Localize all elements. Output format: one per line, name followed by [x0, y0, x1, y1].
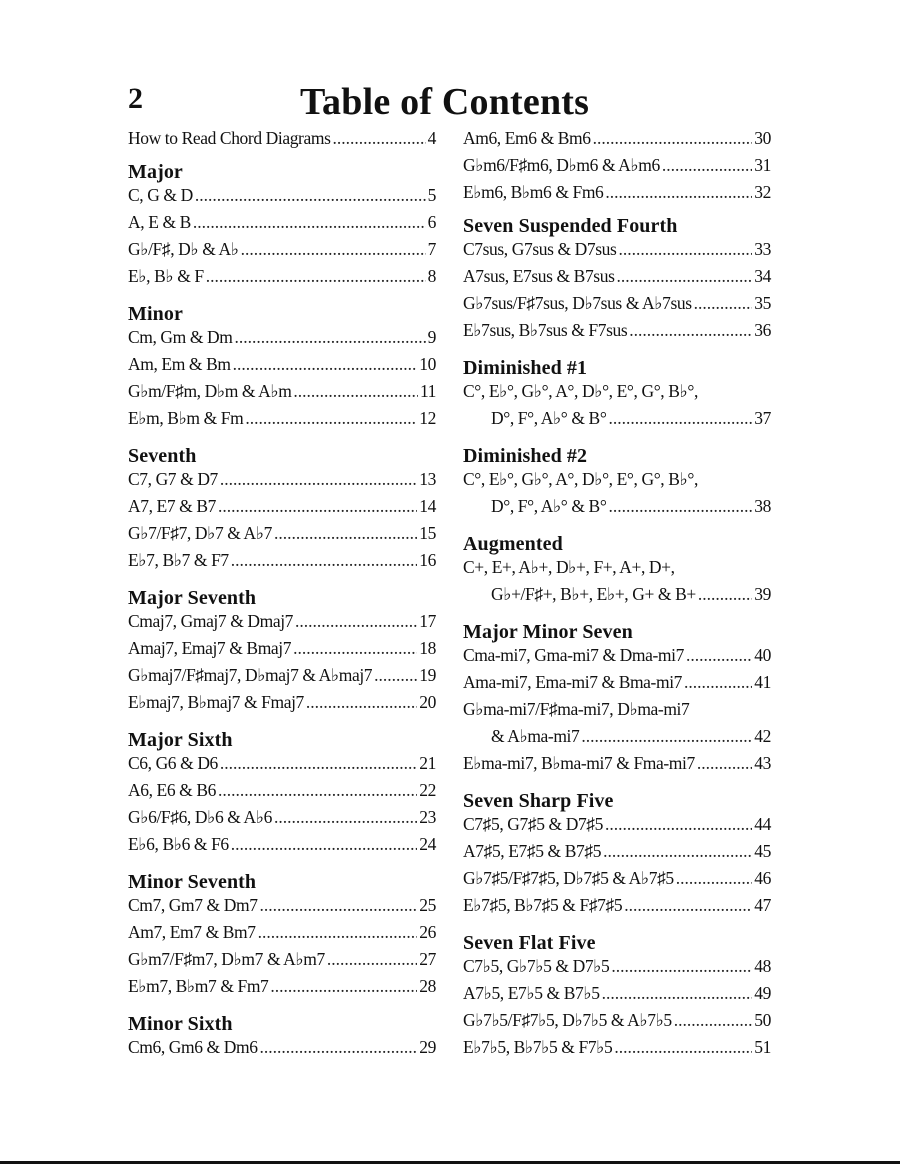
dot-leader — [274, 807, 417, 828]
entry-page: 7 — [427, 239, 436, 259]
toc-entry[interactable] — [463, 956, 771, 983]
entry-page: 27 — [419, 949, 436, 969]
dot-leader — [603, 841, 752, 862]
dot-leader — [676, 868, 753, 889]
toc-entry[interactable] — [128, 895, 436, 922]
entry-text: G♭+/F♯+, B♭+, E♭+, G+ & B+ — [491, 584, 696, 604]
dot-leader — [327, 949, 417, 970]
toc-entry[interactable] — [128, 753, 436, 780]
toc-entry[interactable] — [128, 780, 436, 807]
entry-text: & A♭ma-mi7 — [491, 726, 580, 746]
toc-column-right — [463, 128, 771, 1064]
dot-leader — [686, 645, 752, 666]
entry-text: D°, F°, A♭° & B° — [491, 496, 607, 516]
toc-entry[interactable] — [463, 753, 771, 780]
entry-text: E♭7♭5, B♭7♭5 & F7♭5 — [463, 1037, 613, 1057]
toc-entry[interactable] — [128, 976, 436, 1003]
entry-page: 16 — [419, 550, 436, 570]
dot-leader — [231, 550, 418, 571]
dot-leader — [629, 320, 752, 341]
entry-page: 21 — [419, 753, 436, 773]
dot-leader — [274, 523, 417, 544]
entry-page: 34 — [754, 266, 771, 286]
entry-text: Cm7, Gm7 & Dm7 — [128, 895, 258, 915]
dot-leader — [674, 1010, 753, 1031]
toc-entry[interactable] — [128, 523, 436, 550]
dot-leader — [614, 1037, 752, 1058]
entry-text: G♭maj7/F♯maj7, D♭maj7 & A♭maj7 — [128, 665, 373, 685]
toc-entry[interactable] — [463, 320, 771, 347]
toc-entry[interactable] — [128, 665, 436, 692]
entry-text: G♭7♯5/F♯7♯5, D♭7♯5 & A♭7♯5 — [463, 868, 674, 888]
dot-leader — [218, 496, 417, 517]
section-heading: Seven Sharp Five — [463, 790, 614, 812]
entry-page: 9 — [427, 327, 436, 347]
entry-page: 36 — [754, 320, 771, 340]
section-heading: Seventh — [128, 445, 197, 467]
dot-leader — [193, 212, 426, 233]
entry-text: Amaj7, Emaj7 & Bmaj7 — [128, 638, 292, 658]
entry-page: 43 — [754, 753, 771, 773]
entry-text: G♭m6/F♯m6, D♭m6 & A♭m6 — [463, 155, 660, 175]
toc-entry[interactable] — [463, 1010, 771, 1037]
entry-page: 14 — [419, 496, 436, 516]
dot-leader — [618, 239, 752, 260]
toc-entry[interactable] — [128, 807, 436, 834]
entry-page: 8 — [427, 266, 436, 286]
entry-text: D°, F°, A♭° & B° — [491, 408, 607, 428]
entry-text: A, E & B — [128, 212, 191, 232]
entry-text: G♭/F♯, D♭ & A♭ — [128, 239, 239, 259]
dot-leader — [616, 266, 752, 287]
toc-entry[interactable] — [128, 381, 436, 408]
entry-page: 25 — [419, 895, 436, 915]
section-heading: Minor — [128, 303, 183, 325]
toc-entry[interactable] — [463, 155, 771, 182]
entry-text: E♭ma-mi7, B♭ma-mi7 & Fma-mi7 — [463, 753, 695, 773]
section-heading: Major Seventh — [128, 587, 257, 609]
page-number: 2 — [128, 82, 143, 115]
entry-page: 29 — [419, 1037, 436, 1057]
entry-text: E♭, B♭ & F — [128, 266, 204, 286]
entry-text: G♭7♭5/F♯7♭5, D♭7♭5 & A♭7♭5 — [463, 1010, 672, 1030]
entry-text: A7♭5, E7♭5 & B7♭5 — [463, 983, 600, 1003]
entry-text: E♭7♯5, B♭7♯5 & F♯7♯5 — [463, 895, 623, 915]
entry-page: 39 — [754, 584, 771, 604]
section-heading: Major — [128, 161, 183, 183]
toc-entry[interactable] — [463, 868, 771, 895]
toc-entry[interactable] — [128, 1037, 436, 1064]
entry-text: Cma-mi7, Gma-mi7 & Dma-mi7 — [463, 645, 684, 665]
dot-leader — [374, 665, 417, 686]
dot-leader — [611, 956, 752, 977]
dot-leader — [235, 327, 426, 348]
entry-text: G♭7sus/F♯7sus, D♭7sus & A♭7sus — [463, 293, 692, 313]
entry-page: 40 — [754, 645, 771, 665]
toc-column-left — [128, 128, 436, 1064]
entry-first-line: C°, E♭°, G♭°, A°, D♭°, E°, G°, B♭°, — [463, 381, 698, 401]
entry-text: C7, G7 & D7 — [128, 469, 218, 489]
section-heading: Major Sixth — [128, 729, 233, 751]
entry-text: G♭m7/F♯m7, D♭m7 & A♭m7 — [128, 949, 325, 969]
dot-leader — [605, 182, 752, 203]
dot-leader — [332, 128, 425, 149]
entry-text: E♭6, B♭6 & F6 — [128, 834, 229, 854]
dot-leader — [245, 408, 417, 429]
toc-entry[interactable] — [463, 672, 771, 699]
entry-text: E♭maj7, B♭maj7 & Fmaj7 — [128, 692, 304, 712]
entry-page: 42 — [754, 726, 771, 746]
toc-entry[interactable] — [463, 1037, 771, 1064]
toc-entry[interactable] — [128, 469, 436, 496]
entry-text: C6, G6 & D6 — [128, 753, 218, 773]
entry-page: 10 — [419, 354, 436, 374]
section-heading: Augmented — [463, 533, 563, 555]
toc-entry[interactable] — [463, 239, 771, 266]
entry-page: 5 — [427, 185, 436, 205]
toc-entry[interactable] — [128, 638, 436, 665]
toc-entry[interactable] — [128, 496, 436, 523]
toc-entry[interactable] — [128, 692, 436, 719]
toc-entry[interactable] — [128, 354, 436, 381]
dot-leader — [697, 753, 752, 774]
entry-page: 35 — [754, 293, 771, 313]
section-heading: Minor Sixth — [128, 1013, 233, 1035]
entry-page: 38 — [754, 496, 771, 516]
entry-text: How to Read Chord Diagrams — [128, 128, 331, 148]
entry-page: 20 — [419, 692, 436, 712]
toc-entry[interactable] — [128, 949, 436, 976]
entry-page: 47 — [754, 895, 771, 915]
entry-text: Cm, Gm & Dm — [128, 327, 233, 347]
entry-text: A7♯5, E7♯5 & B7♯5 — [463, 841, 602, 861]
entry-page: 19 — [419, 665, 436, 685]
entry-page: 17 — [419, 611, 436, 631]
entry-text: Am6, Em6 & Bm6 — [463, 128, 591, 148]
entry-page: 22 — [419, 780, 436, 800]
entry-text: Cm6, Gm6 & Dm6 — [128, 1037, 258, 1057]
entry-page: 33 — [754, 239, 771, 259]
entry-page: 4 — [427, 128, 436, 148]
toc-entry[interactable] — [463, 983, 771, 1010]
toc-entry[interactable] — [128, 611, 436, 638]
dot-leader — [608, 496, 752, 517]
dot-leader — [233, 354, 418, 375]
entry-text: C7sus, G7sus & D7sus — [463, 239, 617, 259]
entry-page: 45 — [754, 841, 771, 861]
entry-text: E♭m6, B♭m6 & Fm6 — [463, 182, 604, 202]
section-heading: Major Minor Seven — [463, 621, 633, 643]
toc-entry[interactable] — [463, 814, 771, 841]
entry-page: 6 — [427, 212, 436, 232]
section-heading: Minor Seventh — [128, 871, 257, 893]
dot-leader — [260, 1037, 418, 1058]
entry-page: 31 — [754, 155, 771, 175]
entry-text: Ama-mi7, Ema-mi7 & Bma-mi7 — [463, 672, 683, 692]
dot-leader — [270, 976, 417, 997]
toc-entry[interactable] — [463, 408, 771, 435]
dot-leader — [593, 128, 753, 149]
toc-entry[interactable] — [128, 327, 436, 354]
entry-page: 15 — [419, 523, 436, 543]
toc-entry[interactable] — [463, 266, 771, 293]
entry-text: E♭m, B♭m & Fm — [128, 408, 244, 428]
entry-page: 49 — [754, 983, 771, 1003]
entry-page: 48 — [754, 956, 771, 976]
dot-leader — [608, 408, 752, 429]
dot-leader — [624, 895, 752, 916]
entry-text: G♭m/F♯m, D♭m & A♭m — [128, 381, 292, 401]
dot-leader — [241, 239, 426, 260]
entry-page: 26 — [419, 922, 436, 942]
entry-text: Am7, Em7 & Bm7 — [128, 922, 256, 942]
entry-text: C, G & D — [128, 185, 193, 205]
entry-page: 51 — [754, 1037, 771, 1057]
entry-text: G♭7/F♯7, D♭7 & A♭7 — [128, 523, 272, 543]
entry-first-line: C+, E+, A♭+, D♭+, F+, A+, D+, — [463, 557, 675, 577]
entry-text: A7sus, E7sus & B7sus — [463, 266, 615, 286]
toc-entry[interactable] — [463, 645, 771, 672]
dot-leader — [605, 814, 752, 835]
entry-page: 44 — [754, 814, 771, 834]
entry-page: 23 — [419, 807, 436, 827]
entry-page: 50 — [754, 1010, 771, 1030]
dot-leader — [220, 753, 417, 774]
dot-leader — [195, 185, 426, 206]
toc-entry[interactable] — [463, 841, 771, 868]
entry-first-line: C°, E♭°, G♭°, A°, D♭°, E°, G°, B♭°, — [463, 469, 698, 489]
dot-leader — [293, 381, 418, 402]
section-heading: Seven Suspended Fourth — [463, 215, 678, 237]
dot-leader — [293, 638, 417, 659]
toc-entry[interactable] — [128, 834, 436, 861]
entry-page: 41 — [754, 672, 771, 692]
section-heading: Seven Flat Five — [463, 932, 596, 954]
toc-entry[interactable] — [128, 550, 436, 577]
dot-leader — [698, 584, 752, 605]
toc-entry[interactable] — [128, 266, 436, 293]
entry-text: C7♯5, G7♯5 & D7♯5 — [463, 814, 604, 834]
toc-entry[interactable] — [463, 128, 771, 155]
dot-leader — [581, 726, 752, 747]
toc-entry[interactable] — [128, 212, 436, 239]
dot-leader — [231, 834, 418, 855]
toc-entry[interactable] — [463, 584, 771, 611]
entry-page: 30 — [754, 128, 771, 148]
toc-entry[interactable] — [463, 726, 771, 753]
entry-page: 32 — [754, 182, 771, 202]
dot-leader — [206, 266, 426, 287]
toc-entry[interactable] — [463, 182, 771, 209]
dot-leader — [258, 922, 418, 943]
entry-text: C7♭5, G♭7♭5 & D7♭5 — [463, 956, 610, 976]
entry-first-line: G♭ma-mi7/F♯ma-mi7, D♭ma-mi7 — [463, 699, 690, 719]
toc-entry[interactable] — [128, 128, 436, 155]
dot-leader — [306, 692, 417, 713]
toc-entry[interactable] — [128, 922, 436, 949]
entry-text: E♭7, B♭7 & F7 — [128, 550, 229, 570]
dot-leader — [662, 155, 752, 176]
entry-text: G♭6/F♯6, D♭6 & A♭6 — [128, 807, 272, 827]
entry-text: E♭m7, B♭m7 & Fm7 — [128, 976, 269, 996]
entry-page: 28 — [419, 976, 436, 996]
toc-entry[interactable] — [463, 895, 771, 922]
toc-entry[interactable] — [128, 239, 436, 266]
dot-leader — [295, 611, 417, 632]
entry-text: A7, E7 & B7 — [128, 496, 216, 516]
entry-text: Cmaj7, Gmaj7 & Dmaj7 — [128, 611, 294, 631]
entry-text: E♭7sus, B♭7sus & F7sus — [463, 320, 628, 340]
section-heading: Diminished #2 — [463, 445, 588, 467]
toc-entry[interactable] — [463, 293, 771, 320]
dot-leader — [218, 780, 417, 801]
entry-page: 24 — [419, 834, 436, 854]
toc-entry[interactable] — [128, 408, 436, 435]
dot-leader — [684, 672, 752, 693]
entry-page: 13 — [419, 469, 436, 489]
toc-entry[interactable] — [128, 185, 436, 212]
toc-entry[interactable] — [463, 496, 771, 523]
dot-leader — [694, 293, 753, 314]
entry-text: A6, E6 & B6 — [128, 780, 216, 800]
entry-text: Am, Em & Bm — [128, 354, 231, 374]
entry-page: 12 — [419, 408, 436, 428]
dot-leader — [602, 983, 753, 1004]
dot-leader — [220, 469, 417, 490]
entry-page: 37 — [754, 408, 771, 428]
entry-page: 18 — [419, 638, 436, 658]
section-heading: Diminished #1 — [463, 357, 588, 379]
dot-leader — [260, 895, 418, 916]
entry-page: 11 — [419, 381, 436, 401]
page-title: Table of Contents — [300, 81, 590, 123]
entry-page: 46 — [754, 868, 771, 888]
